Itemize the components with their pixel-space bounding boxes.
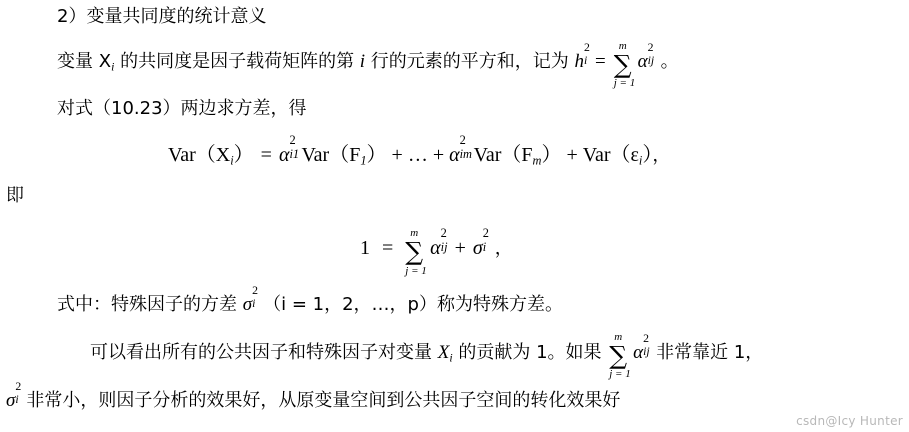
section-heading: 2）变量共同度的统计意义 — [57, 6, 267, 27]
eq1-term2-sup: 2 — [459, 133, 466, 148]
watermark-text: csdn@Icy Hunter — [796, 414, 903, 428]
para5-part2: 的贡献为 1。如果 — [452, 342, 608, 363]
summation-1: m ∑ j = 1 — [613, 39, 636, 89]
para4-part1: 式中：特殊因子的方差 — [57, 294, 243, 315]
para1-alpha: α — [637, 51, 648, 72]
para1-var-i: i — [359, 51, 366, 72]
eq1-term2-sub: im — [459, 146, 473, 161]
equation-unit-communality — [360, 226, 513, 277]
eq2-sigma-sup: 2 — [482, 226, 489, 241]
sum1-upper-limit: m — [618, 39, 627, 52]
eq1-term3-varsub: i — [638, 153, 643, 168]
eq1-term3-close: ） — [642, 144, 653, 166]
eq2-lhs: 1 — [360, 237, 370, 259]
paragraph-that-is: 即 — [6, 185, 24, 206]
para5-var-x: X — [437, 342, 450, 363]
eq2-comma: ， — [494, 238, 513, 259]
para4-sigma: σ — [242, 294, 253, 315]
para6-sigma-sup: 2 — [15, 379, 22, 393]
eq1-plus1: + — [391, 144, 403, 166]
equation-variance-decomposition — [168, 133, 671, 168]
eq1-plus3: + — [566, 144, 578, 166]
sum2-lower-limit: j = 1 — [405, 265, 427, 277]
paragraph-variance-both-sides: 对式（10.23）两边求方差，得 — [57, 98, 307, 119]
eq1-lhs: Var（X — [168, 144, 231, 166]
eq1-term2-alpha: α — [449, 144, 460, 166]
eq1-term1-sub: i1 — [289, 146, 300, 161]
sum3-lower-limit: j = 1 — [609, 367, 631, 380]
eq1-term2-close: ） — [541, 144, 562, 166]
eq2-plus: + — [454, 237, 466, 259]
eq2-equals: = — [382, 237, 394, 259]
eq1-term1-alpha: α — [278, 144, 290, 166]
eq2-alpha-sub: ij — [440, 239, 448, 254]
para1-h-symbol: h — [574, 51, 585, 72]
paragraph-conclusion — [6, 379, 621, 413]
para1-alpha-sub: ij — [647, 53, 655, 67]
eq1-term1-sup: 2 — [289, 133, 296, 148]
para5-alpha-sub: ij — [643, 344, 650, 358]
eq1-term2-varsub: m — [532, 153, 542, 168]
paragraph-communality-definition — [57, 39, 679, 89]
eq1-lhs-close: ） — [233, 144, 254, 166]
eq1-equals: = — [260, 144, 272, 166]
para5-var-x-sub: i — [449, 351, 453, 365]
eq1-term2-var: Var（F — [473, 144, 533, 166]
eq1-term1-var: Var（F — [301, 144, 361, 166]
para1-sub1: i — [111, 60, 115, 74]
sum1-lower-limit: j = 1 — [613, 76, 636, 89]
eq1-term1-close: ） — [366, 144, 387, 166]
paragraph-specific-variance — [57, 283, 563, 317]
para5-alpha: α — [633, 342, 644, 363]
eq2-alpha-sup: 2 — [440, 226, 447, 241]
eq1-comma: ， — [652, 145, 671, 166]
eq1-lhs-sub: i — [230, 153, 234, 168]
para4-part2: （i = 1，2，…，p）称为特殊方差。 — [263, 294, 563, 315]
para5-part3: 非常靠近 1， — [656, 342, 764, 363]
summation-2: m ∑ j = 1 — [405, 227, 427, 277]
para1-part3: 行的元素的平方和，记为 — [365, 51, 575, 72]
summation-3: m ∑ j = 1 — [609, 330, 631, 380]
para4-sigma-sub: i — [252, 296, 256, 310]
para1-part1: 变量 X — [57, 51, 112, 72]
sum2-upper-limit: m — [410, 227, 419, 239]
para6-sigma-sub: i — [15, 392, 19, 406]
para4-sigma-sup: 2 — [252, 283, 258, 297]
para1-h-sup: 2 — [584, 40, 590, 54]
sum3-upper-limit: m — [614, 330, 623, 343]
para1-period: 。 — [660, 51, 679, 72]
eq1-plus2: + — [432, 144, 445, 166]
para1-part2: 的共同度是因子载荷矩阵的第 — [114, 51, 360, 72]
para5-alpha-sup: 2 — [643, 331, 649, 345]
para5-part1: 可以看出所有的公共因子和特殊因子对变量 — [90, 342, 438, 363]
paragraph-contribution — [90, 330, 764, 380]
eq2-sigma-sub: i — [482, 239, 487, 254]
eq2-sigma: σ — [472, 237, 483, 259]
eq1-term3-var: Var（ε — [582, 144, 639, 166]
para6-sigma: σ — [6, 390, 16, 411]
eq1-ellipsis: … — [407, 144, 428, 166]
para1-equals: = — [595, 51, 606, 72]
para6-part1: 非常小，则因子分析的效果好，从原变量空间到公共因子空间的转化效果好 — [26, 390, 621, 411]
eq2-alpha: α — [430, 237, 441, 259]
para1-h-sub: i — [584, 53, 588, 67]
eq1-term1-varsub: 1 — [360, 153, 367, 168]
para1-alpha-sup: 2 — [647, 40, 654, 54]
